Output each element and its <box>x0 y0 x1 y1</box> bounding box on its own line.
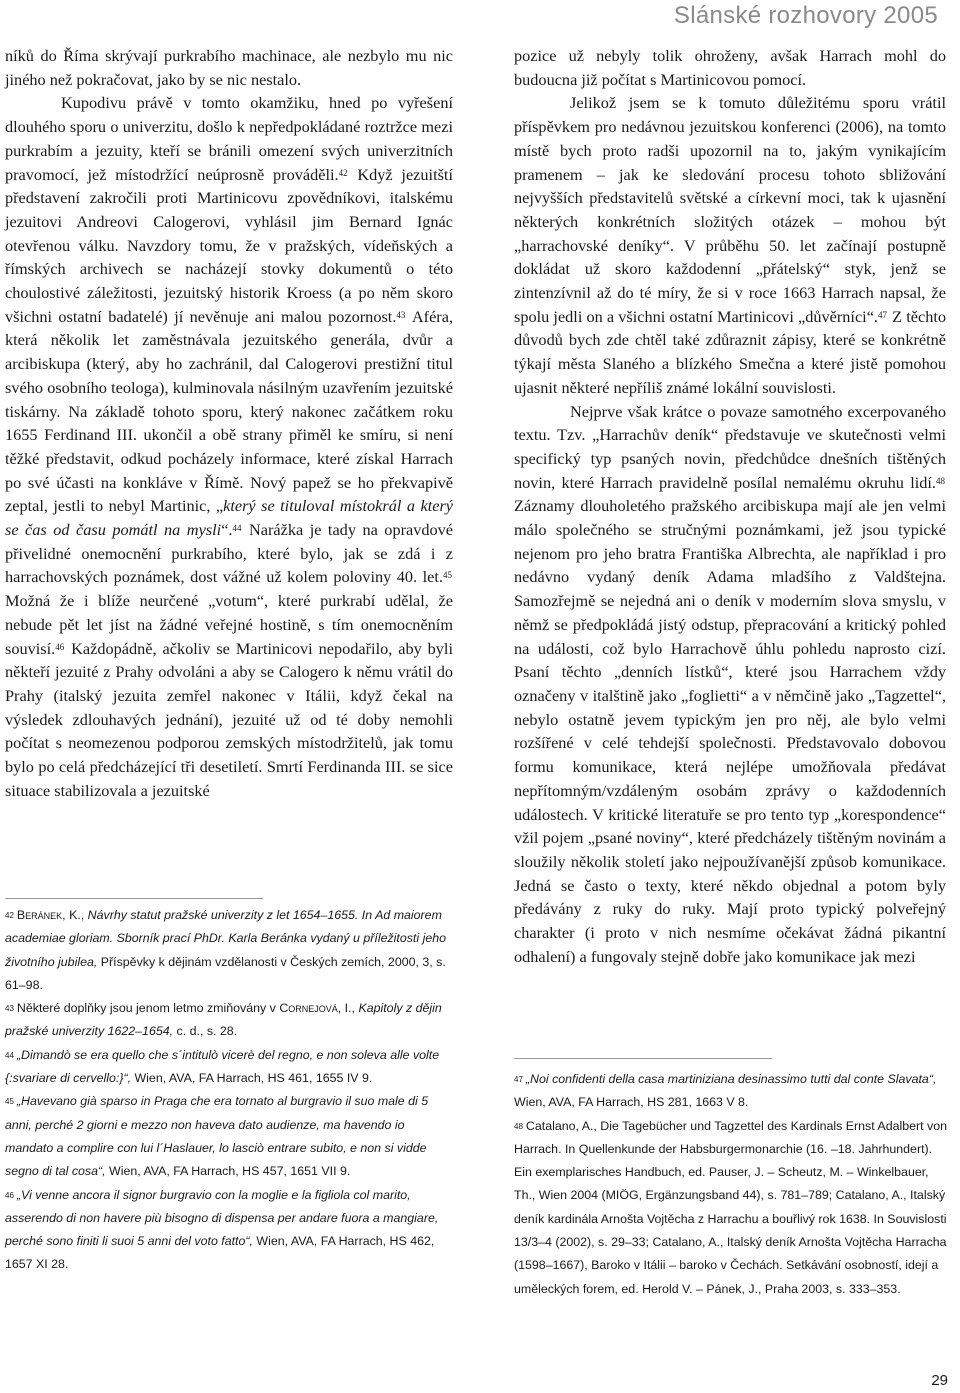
paragraph-text: Aféra, která několik let zaměstnávala jezuitského generála, dvůr a arcibiskupa (který, aby ho zachránil, dal Calogerovi prestižní titul svého osobního teologa), kulminovala násilným uzavřením jezuitské tiskárny. Na základě tohoto sporu, který nakonec začátkem roku 1655 Ferdinand III. ukončil a obě strany přiměl ke smíru, si není těžké představit, odkud pocházely informace, které získal Harrach po své účasti na konkláve v Římě. Nový papež se ho překvapivě zeptal, jestli to nebyl Martinic, „ <box>5 306 454 516</box>
paragraph <box>514 400 946 969</box>
footnote-42 <box>5 904 453 997</box>
paragraph-text: Z těchto důvodů bych zde chtěl také zdůraznit zápisy, které se konkrétně týkají města Slaného a blízkého Smečna a které jistě pomohou ujasnit některé nepříliš známé lokální souvislosti. <box>514 306 947 397</box>
paragraph-text: Nejprve však krátce o povaze samotného excerpovaného textu. Tzv. „Harrachův deník“ představuje ve skutečnosti velmi specifický typ psaných novin, předchůdce dnešních tištěných novin, které Harrach pravidelně posílal nemalému okruhu lidí. <box>514 401 946 492</box>
footnotes-right <box>514 1068 952 1301</box>
footnote-ref[interactable]: 48 <box>936 475 945 486</box>
footnote-ref[interactable]: 47 <box>878 309 887 320</box>
paragraph <box>514 91 946 399</box>
paragraph-text: “. <box>221 520 233 540</box>
footnote-ref[interactable]: 46 <box>55 641 65 652</box>
footnote-citation: Wien, AVA, FA Harrach, HS 462, 1657 XI 28. <box>5 1234 435 1272</box>
paragraph-text: Každopádně, ačkoliv se Martinicovi nepodařilo, aby byli někteří jezuité z Prahy odvoláni a aby se Calogero k němu vrátil do Prahy (italský jezuita zemřel nakonec v Itálii, když čekal na výsledek zdlouhavých jednání), jezuité už od té doby nemohli počítat s neomezenou podporou zemských místodržitelů, jak tomu bylo po celá předcházející tři desetiletí. Smrtí Ferdinanda III. se sice situace stabilizovala a jezuitské <box>5 638 453 800</box>
footnote-text: Catalano, A., Die Tagebücher und Tagzettel des Kardinals Ernst Adalbert von Harrach. In Quellenkunde der Habsburgermonarchie (16. –18. Jahrhundert). Ein exemplarisches Handbuch, ed. Pauser, J. – Scheutz, M. – Winkelbauer, Th., Wien 2004 (MIÖG, Ergänzungsband 44), s. 781–789; Catalano, A., Italský deník kardinála Arnošta Vojtěcha z Harrachu a bouřlivý rok 1638. In Souvislosti 13/3–4 (2002), s. 29–33; Catalano, A., Italský deník Arnošta Vojtěcha Harracha (1598–1667), Baroko v Itálii – baroko v Čechách. Setkávání osobností, idejí a uměleckých forem, ed. Herold V. – Pánek, J., Praha 2003, s. 333–353. <box>514 1118 947 1296</box>
page-number: 29 <box>931 1372 948 1389</box>
footnote-divider <box>5 898 263 899</box>
footnote-ref[interactable]: 45 <box>443 570 452 581</box>
paragraph-text: Jelikož jsem se k tomuto důležitému sporu vrátil příspěvkem pro nedávnou jezuitskou konferenci (2006), na tomto místě bych proto radši upozornil na to, jakým vynikajícím pramenem – jak ke sledování procesu tohoto sbližování nejvyšších představitelů světské a církevní moci, tak k ujasnění některých konkrétních složitých otázek – mohou být „harrachovské deníky“. V průběhu 50. let začínají postupně dokládat už skoro každodenní „přátelský“ styk, jenž se zintenzívnil až do té míry, že si v roce 1663 Harrach napsal, že spolu jedli on a všichni ostatní Martinicovi „důvěrníci“. <box>514 93 946 326</box>
footnote-quote: „Vi venne ancora il signor burgravio con la moglie e la figliola col marito, asserendo di non havere più bisogno di dispensa per andare fuora a mangiare, perché sono finiti li suoi 5 anni del voto fatto“, <box>5 1187 439 1249</box>
footnote-43 <box>5 997 453 1044</box>
right-column <box>514 44 946 968</box>
footnote-citation: Příspěvky k dějinám vzdělanosti v Českých zemích, 2000, 3, s. 61–98. <box>5 954 446 992</box>
footnote-number: 42 <box>5 911 14 920</box>
footnote-quote: „Noi confidenti della casa martiniziana desinassimo tutti dal conte Slavata“, <box>525 1072 937 1086</box>
footnote-ref[interactable]: 42 <box>338 167 348 178</box>
footnote-citation: Wien, AVA, FA Harrach, HS 457, 1651 VII 9. <box>109 1164 351 1179</box>
footnote-citation: c. d., s. 28. <box>176 1024 238 1039</box>
paragraph: pozice už nebyly tolik ohroženy, avšak Harrach mohl do budoucna již počítat s Martinicovou pomocí. <box>514 46 946 89</box>
footnote-quote: „Dimandò se era quello che s´intitulò vicerè del regno, e non soleva alle volte {:svariare di cervello:}“, <box>5 1047 440 1086</box>
footnote-author: Cornejová, I., <box>279 1001 355 1016</box>
paragraph-text: Kupodivu právě v tomto okamžiku, hned po vyřešení dlouhého sporu o univerzitu, došlo k nepředpokládané roztržce mezi purkrabím a jezuity, kteří se bránili omezení svých univerzitních pravomocí, jež místodržící neúprosně prováděli. <box>5 93 453 184</box>
paragraph-text: Narážka je tady na opravdové přivelidné onemocnění purkrabího, které bylo, jak se zdá i z harrachovských poznámek, dost vážné už kolem poloviny 40. let. <box>5 520 454 587</box>
paragraph <box>5 91 453 802</box>
footnote-45 <box>5 1090 453 1183</box>
footnote-quote: „Havevano già sparso in Praga che era tornato al burgravio il suo male di 5 anni, perché 2 giorni e mezzo non haveva dato audienze, ma havendo io mandato a complire con lui l´Haslauer, lo lasciò entrare subito, e non si vidde segno di tal cosa“, <box>5 1094 429 1179</box>
footnote-number: 47 <box>514 1075 523 1084</box>
paragraph-text: Když jezuitští představení zakročili proti Martinicovu zpovědníkovi, italskému jezuitovi Andreovi Calogerovi, vyhlásil jim Bernard Ignác otevřenou válku. Navzdory tomu, že v pražských, vídeňských a římských archivech se nacházejí stovky dokumentů o této choulostivé záležitosti, jezuitský historik Kroess (a po něm skoro všichni ostatní badatelé) jí nevěnuje ani malou pozornost. <box>5 164 453 326</box>
footnotes-left <box>5 904 453 1277</box>
footnote-number: 43 <box>5 1004 14 1014</box>
footnote-47 <box>514 1068 952 1115</box>
footnote-number: 46 <box>5 1190 14 1200</box>
paragraph-text: Možná že i blíže neurčené „votum“, které purkrabí udělal, že nebude pět let jíst na žádné veřejné hostině, s tím onemocněním souvisí. <box>5 591 453 658</box>
footnote-number: 48 <box>514 1121 523 1131</box>
paragraph: níků do Říma skrývají purkrabího machinace, ale nezbylo mu nic jiného než pokračovat, jako by se nic nestalo. <box>5 46 453 89</box>
footnote-text: Některé doplňky jsou jenom letmo zmiňovány v <box>16 1001 276 1016</box>
footnote-citation: Wien, AVA, FA Harrach, HS 281, 1663 V 8. <box>514 1095 749 1110</box>
footnote-ref[interactable]: 43 <box>396 309 406 320</box>
footnote-title: Kapitoly z dějin pražské univerzity 1622–1654, <box>5 1001 442 1039</box>
footnote-author: Beránek, K., <box>16 908 85 922</box>
left-column <box>5 44 453 803</box>
footnote-number: 44 <box>5 1050 14 1060</box>
quoted-question: který se tituloval místokrál a který se čas od času pomátl na mysli <box>5 496 454 540</box>
footnote-48 <box>514 1115 952 1301</box>
footnote-46 <box>5 1184 453 1277</box>
paragraph-text: Záznamy dlouholetého pražského arcibiskupa mají ale jen velmi málo společného se stručnými poznámkami, jež jsou typické nejenom pro jeho bratra Františka Albrechta, ale například i pro nedávno vydaný deník Adama mladšího z Valdštejna. Samozřejmě se nejedná ani o deník v moderním slova smyslu, v němž se předpokládá jistý odstup, přepracování a kritický pohled na události, což bylo Harrachově úhlu pohledu naprosto cizí. Psaní těchto „denních lístků“, které jsou Harrachem vždy označeny v italštině jako „foglietti“ a v němčině jako „Tagzettel“, nebylo ostatně jevem typickým jen pro něj, ale bylo velmi rozšířené v celé tehdejší společnosti. Představovalo dobovou formu komunikace, která nejlépe umožňovala předávat nepřítomným/vzdáleným osobám zprávy o každodenních událostech. V kritické literatuře se pro tento typ „korespondence“ vžil pojem „psané noviny“, které předcházely tištěným novinám a sloužily několik století jako nejpoužívanější způsob komunikace. Jedná se často o texty, které někdo objednal a potom byly předávány z ruky do ruky. Mají proto typický polveřejný charakter (i proto v nich nesmíme očekávat žádná pikantní odhalení) a fungovaly stejně dobře jako komunikace jak mezi <box>514 496 946 966</box>
running-header: Slánské rozhovory 2005 <box>673 2 938 29</box>
footnote-title: Návrhy statut pražské univerzity z let 1654–1655. In Ad maiorem academiae gloriam. Sborník prací PhDr. Karla Beránka vydaný u příležitosti jeho životního jubilea, <box>5 908 446 969</box>
footnote-ref[interactable]: 44 <box>232 523 242 534</box>
footnote-divider <box>514 1058 772 1059</box>
footnote-44 <box>5 1044 453 1091</box>
footnote-number: 45 <box>5 1097 14 1107</box>
footnote-citation: Wien, AVA, FA Harrach, HS 461, 1655 IV 9. <box>134 1071 373 1086</box>
